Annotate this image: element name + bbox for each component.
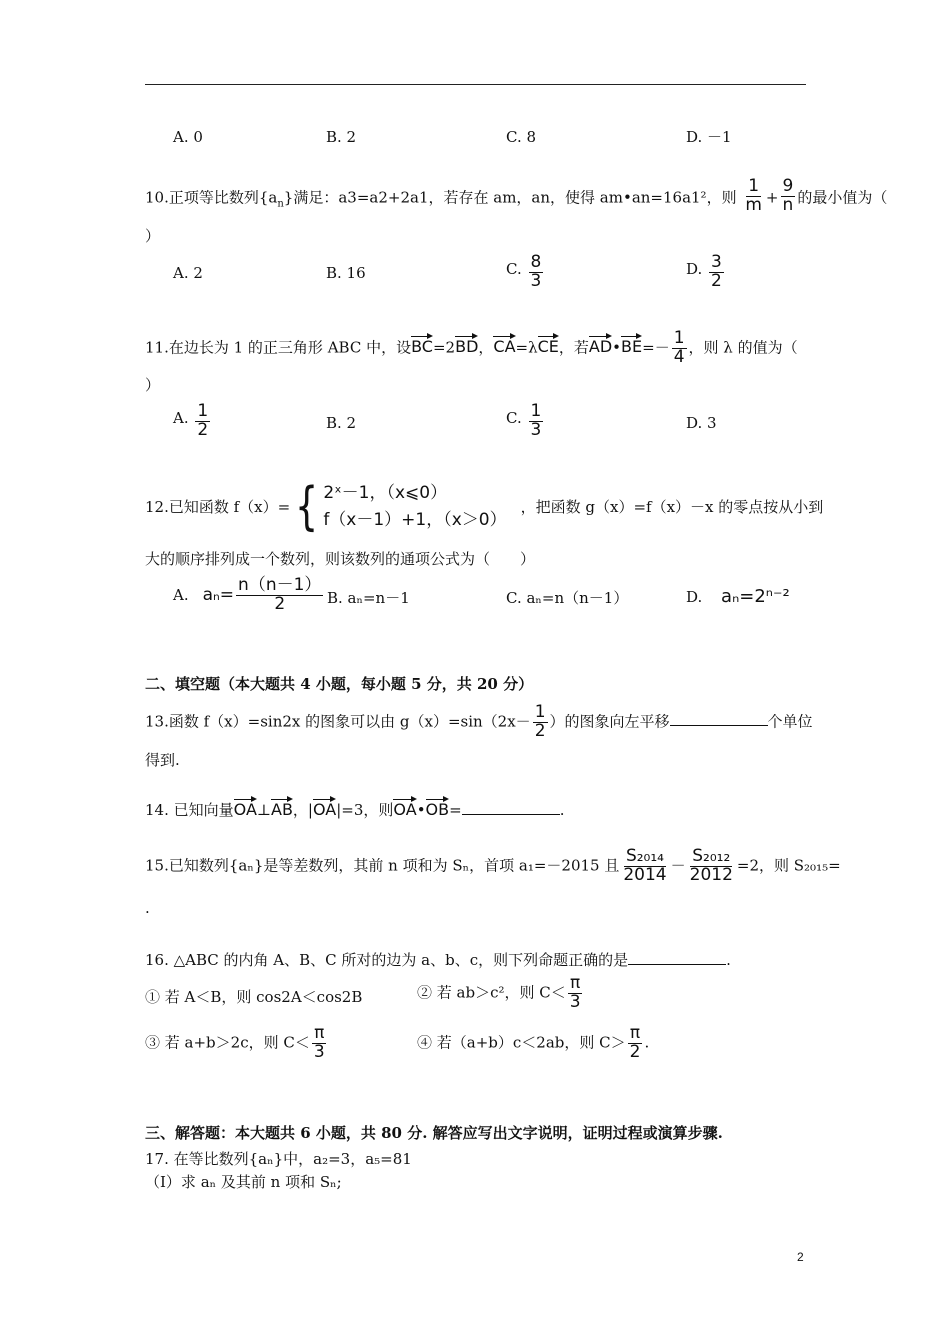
q11-option-c-frac: $\frac{1}{3}$ (530, 401, 542, 440)
q15-text-2: =2，则 S₂₀₁₅= (736, 856, 841, 875)
q17-stem: 17. 在等比数列{aₙ}中，a₂=3，a₅=81 (145, 1150, 412, 1168)
q14-vec-ob: OB (425, 800, 450, 819)
q11-stem (145, 330, 798, 367)
q11-text-1: 11.在边长为 1 的正三角形 ABC 中，设 (145, 338, 412, 357)
q10-option-d: D. $\frac{3}{2}$ (686, 252, 722, 291)
q10-option-c-frac: $\frac{8}{3}$ (530, 252, 542, 291)
q16-option-1: ① 若 A＜B，则 cos2A＜cos2B (145, 988, 363, 1006)
q15-stem (145, 848, 841, 885)
q11-comma: ， (478, 338, 494, 357)
q9-option-c: C. 8 (506, 128, 537, 146)
q16-end: . (726, 951, 731, 969)
q14-text-4: = (449, 801, 462, 819)
q10-frac-1-over-m: $\frac{1}{m}$ (745, 176, 762, 215)
q15-frac-1: $\frac{\text{S₂₀₁₄}}{2014}$ (623, 846, 667, 885)
q11-text-3: =－ (642, 338, 670, 357)
q16-option-3: ③ 若 a+b＞2c，则 C＜ $\frac{\pi}{3}$ (145, 1023, 325, 1062)
q15-text-3: . (145, 899, 150, 917)
q9-option-a: A. 0 (173, 128, 203, 146)
q12-case-2: f（x－1）+1，（x＞0） (323, 510, 507, 531)
q15-minus: － (670, 856, 686, 875)
q12-option-a-frac: $\frac{n(n-1)}{2}$ (238, 575, 322, 614)
q12-option-d: D. aₙ=2ⁿ⁻² (686, 586, 790, 607)
q16-option-2: ② 若 ab＞c²，则 C＜ $\frac{\pi}{3}$ (417, 973, 581, 1012)
q15-frac-2: $\frac{\text{S₂₀₁₂}}{2012}$ (689, 846, 733, 885)
q12-cases (323, 480, 506, 534)
q10-text-tail: 的最小值为（ (797, 188, 888, 207)
q10-option-a: A. 2 (173, 264, 203, 282)
q14-text-1: 14. 已知向量 (145, 801, 234, 819)
section-3-heading: 三、解答题：本大题共 6 小题，共 80 分. 解答应写出文字说明，证明过程或演算步骤. (145, 1124, 723, 1142)
q11-vec-be: BE (621, 337, 643, 357)
q16-option-4-frac: $\frac{\pi}{2}$ (629, 1023, 641, 1062)
q11-text-4: ，则 λ 的值为（ (688, 338, 798, 357)
page-number: 2 (797, 1250, 804, 1264)
q16-text-1: 16. △ABC 的内角 A、B、C 所对的边为 a、b、c，则下列命题正确的是 (145, 951, 629, 969)
q10-option-b: B. 16 (326, 264, 366, 282)
q12-text-1: 12.已知函数 f（x）= (145, 497, 291, 516)
q16-option-4: ④ 若（a+b）c＜2ab，则 C＞ $\frac{\pi}{2}$ . (417, 1023, 650, 1062)
q10-frac-9-over-n: $\frac{9}{n}$ (782, 176, 794, 215)
q10-stem (145, 176, 888, 217)
q14-end: . (559, 801, 565, 819)
q16-option-2-frac: $\frac{\pi}{3}$ (569, 973, 581, 1012)
q11-frac-1-over-4: $\frac{1}{4}$ (673, 328, 685, 367)
q12-stem (145, 476, 824, 537)
q16-stem (145, 950, 731, 968)
q11-vec-ad: AD (588, 337, 613, 357)
q14-blank[interactable] (462, 800, 560, 815)
q9-option-d: D. －1 (686, 128, 732, 146)
q16-blank[interactable] (628, 950, 726, 965)
q11-eq-lambda: =λ (515, 338, 538, 357)
q11-option-b: B. 2 (326, 414, 357, 432)
q11-vec-bd: BD (455, 337, 479, 357)
q10-option-d-frac: $\frac{3}{2}$ (711, 252, 722, 291)
q13-text-2: ）的图象向左平移 (549, 712, 670, 731)
q10-option-c: C. $\frac{8}{3}$ (506, 252, 542, 291)
q12-text-2: ，把函数 g（x）=f（x）－x 的零点按从小到 (520, 497, 824, 516)
q13-stem (145, 704, 813, 741)
q17-part-1: （Ⅰ）求 aₙ 及其前 n 项和 Sₙ; (145, 1173, 342, 1191)
q14-stem (145, 798, 564, 818)
q13-blank[interactable] (670, 711, 768, 726)
q15-text-1: 15.已知数列{aₙ}是等差数列，其前 n 项和为 Sₙ，首项 a₁=－2015 且 (145, 856, 620, 875)
q11-option-d: D. 3 (686, 414, 717, 432)
q14-dot: • (416, 801, 426, 819)
q12-option-a: A. aₙ= $\frac{n(n-1)}{2}$ (173, 575, 322, 614)
q10-plus: + (765, 188, 779, 207)
q11-eq2: =2 (432, 338, 456, 357)
q11-vec-ca: CA (493, 337, 516, 357)
q14-text-3: |=3，则 (336, 801, 394, 819)
q10-sub: n (277, 198, 284, 210)
q11-vec-bc: BC (411, 337, 433, 357)
q9-option-b: B. 2 (326, 128, 357, 146)
q16-option-3-frac: $\frac{\pi}{3}$ (313, 1023, 325, 1062)
q14-vec-oa-3: OA (393, 800, 417, 819)
q12-option-c: C. aₙ=n（n－1） (506, 589, 629, 607)
q10-text-prefix: 10.正项等比数列{a (145, 188, 278, 207)
q13-frac: $\frac{1}{2}$ (534, 702, 546, 741)
header-rule (145, 84, 806, 85)
q14-vec-ab: AB (271, 800, 293, 819)
q12-case-1: 2ˣ－1，（x⩽0） (323, 483, 448, 503)
q14-vec-oa: OA (233, 800, 257, 819)
q10-text-mid: }满足：a (283, 188, 348, 207)
q11-dot: • (612, 338, 622, 357)
q11-vec-ce: CE (537, 337, 559, 357)
q13-text-3: 个单位 (767, 712, 813, 731)
q11-option-a: A. $\frac{1}{2}$ (173, 401, 209, 440)
q10-close: ） (145, 227, 161, 245)
q12-option-b: B. aₙ=n－1 (327, 589, 410, 607)
q11-close: ） (145, 376, 161, 394)
q14-perp: ⊥ (256, 801, 271, 819)
q10-text-cond: 3=a2+2a1，若存在 am，an，使得 am•an=16a1²，则 (347, 188, 737, 207)
q13-text-4: 得到. (145, 751, 180, 769)
q11-option-c: C. $\frac{1}{3}$ (506, 401, 542, 440)
q14-vec-oa-2: OA (312, 800, 337, 819)
q11-option-a-frac: $\frac{1}{2}$ (197, 401, 209, 440)
q11-text-2: ，若 (558, 338, 589, 357)
q12-text-3: 大的顺序排列成一个数列，则该数列的通项公式为（ ） (145, 550, 536, 568)
q14-text-2: ，| (292, 801, 313, 819)
section-2-heading: 二、填空题（本大题共 4 小题，每小题 5 分，共 20 分） (145, 675, 534, 693)
q13-text-1: 13.函数 f（x）=sin2x 的图象可以由 g（x）=sin（2x－ (145, 712, 531, 731)
q12-brace: { (295, 476, 319, 537)
